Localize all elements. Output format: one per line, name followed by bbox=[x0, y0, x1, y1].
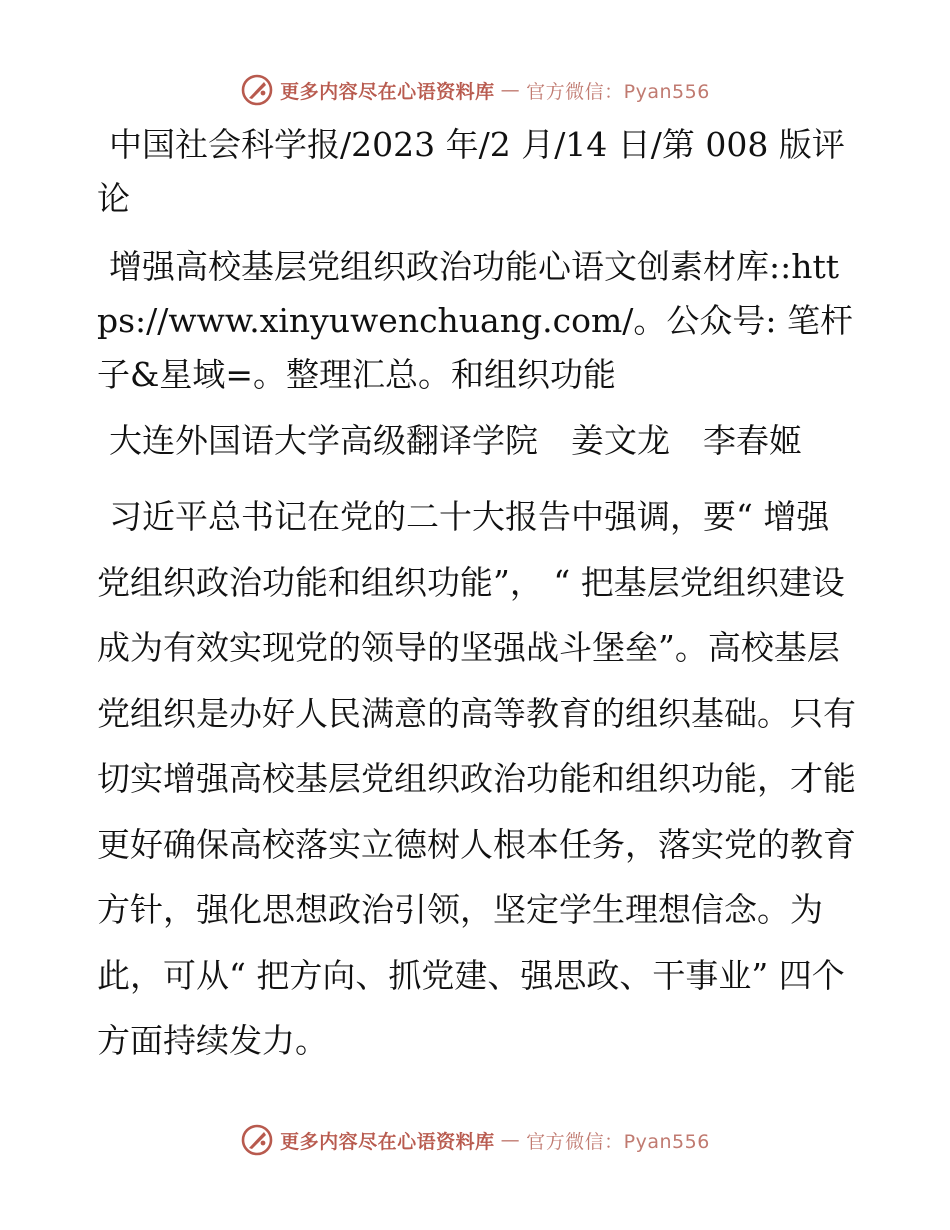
article-title: 增强高校基层党组织政治功能心语文创素材库::https://www.xinyuwenchuang.com/。公众号: 笔杆子&星域=。整理汇总。和组织功能 bbox=[97, 247, 853, 394]
watermark-contact-text: 官方微信：Pyan556 bbox=[526, 1130, 710, 1153]
article-authors: 大连外国语大学高级翻译学院 姜文龙 李春姬 bbox=[109, 421, 802, 460]
quill-circle-logo-icon bbox=[240, 1123, 274, 1157]
quill-circle-logo-icon bbox=[240, 73, 274, 107]
article-source-line: 中国社会科学报/2023 年/2 月/14 日/第 008 版评论 bbox=[97, 125, 845, 218]
watermark-dash: — bbox=[500, 79, 521, 101]
header-watermark bbox=[0, 70, 950, 110]
watermark-contact-text: 官方微信：Pyan556 bbox=[526, 80, 710, 103]
watermark-brand-text: 更多内容尽在心语资料库 bbox=[280, 1130, 495, 1153]
footer-watermark bbox=[0, 1120, 950, 1160]
article-content bbox=[97, 118, 857, 1074]
watermark-dash: — bbox=[500, 1129, 521, 1151]
article-body-paragraph: 习近平总书记在党的二十大报告中强调，要“ 增强党组织政治功能和组织功能”， “ 把基层党组织建设成为有效实现党的领导的坚强战斗堡垒”。高校基层党组织是办好人民满意的高等教育的组织基础。只有切实增强高校基层党组织政治功能和组织功能，才能更好确保高校落实立德树人根本任务，落实党的教育方针，强化思想政治引领，坚定学生理想信念。为此，可从“ 把方向、抓党建、强思政、干事业” 四个方面持续发力。 bbox=[97, 497, 856, 1060]
watermark-brand-text: 更多内容尽在心语资料库 bbox=[280, 80, 495, 103]
